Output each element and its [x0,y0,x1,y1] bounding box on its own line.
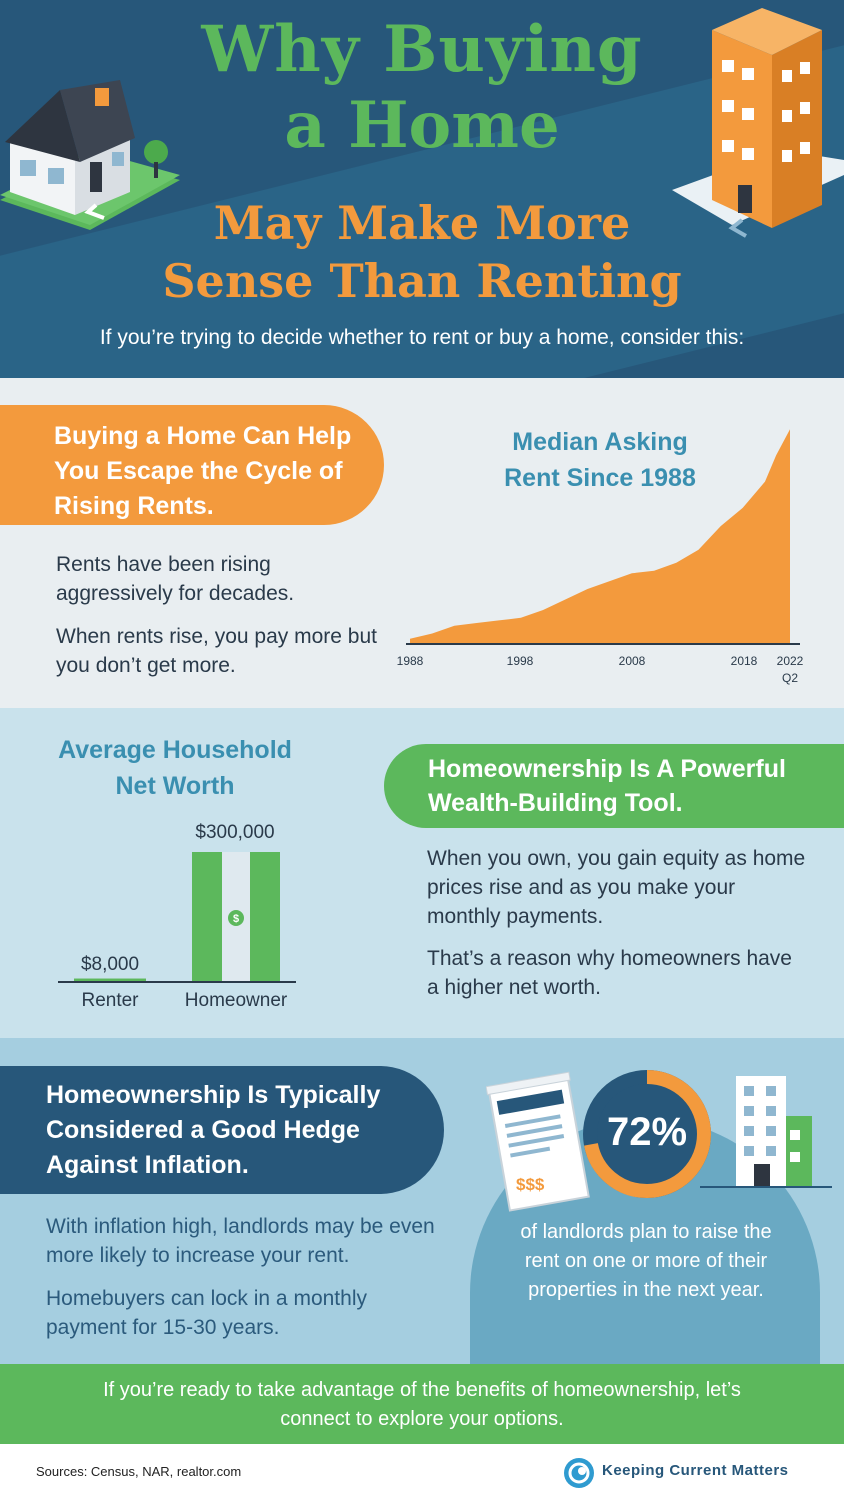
inflation-hedge-section [0,1038,844,1364]
homeowner-value-label: $300,000 [195,822,275,843]
header-banner [0,0,844,378]
rent-chart-title-line-1: Median Asking [512,428,688,456]
brand-name: Keeping Current Matters [602,1462,789,1479]
footer [0,1444,844,1496]
rising-rents-heading: Buying a Home Can Help You Escape the Cycle of Rising Rents. [54,422,352,520]
doc-dollar-label: $$$ [516,1175,545,1194]
renter-value-label: $8,000 [80,954,140,975]
wealth-paragraph-2: That’s a reason why homeowners have a higher net worth. [427,947,792,999]
call-to-action-banner [0,1364,844,1444]
wealth-heading-pill [384,744,844,828]
rising-rents-paragraph-2: When rents rise, you pay more but you don’t get more. [56,625,377,677]
svg-text:$: $ [232,913,240,925]
subtitle-line-1: May Make More [213,196,631,250]
subtitle-line-2: Sense Than Renting [162,254,682,308]
net-worth-chart-title [40,732,310,804]
renter-category-label: Renter [81,990,139,1011]
inflation-paragraph-2: Homebuyers can lock in a monthly payment for 15-30 years. [46,1287,367,1339]
cta-text: If you’re ready to take advantage of the benefits of homeownership, let’s connect to explore your options. [103,1379,741,1430]
homeowner-category-label: Homeowner [184,990,288,1011]
rising-rents-heading-pill [0,405,384,525]
title-line-1: Why Buying [201,12,643,87]
tick-label: 2022 [776,654,804,668]
net-worth-title-line-2: Net Worth [115,772,235,800]
wealth-paragraph-1: When you own, you gain equity as home prices rise and as you make your monthly payments. [427,847,806,928]
inflation-heading: Homeownership Is Typically Considered a Good Hedge Against Inflation. [46,1081,381,1179]
rising-rents-section [0,378,844,708]
intro-text: If you’re trying to decide whether to rent or buy a home, consider this: [99,326,745,349]
rental-building-icon [700,1076,832,1192]
rent-chart-title-line-2: Rent Since 1988 [504,464,696,492]
tick-label: 2018 [730,654,758,668]
dollar-icon [228,910,244,926]
tick-label: 2008 [618,654,646,668]
sources-text: Sources: Census, NAR, realtor.com [36,1464,242,1479]
kcm-swirl-icon [562,1456,596,1490]
wealth-building-section [0,708,844,1038]
landlord-stat-text: of landlords plan to raise the rent on one or more of their properties in the next year. [520,1221,772,1301]
tick-label: 1998 [506,654,534,668]
title-line-2: a Home [284,88,560,163]
inflation-heading-pill [0,1066,444,1194]
tick-label: Q2 [781,671,798,685]
wealth-heading: Homeownership Is A Powerful Wealth-Building Tool. [428,755,786,817]
tick-label: 1988 [396,654,424,668]
net-worth-title-line-1: Average Household [58,736,292,764]
inflation-paragraph-1: With inflation high, landlords may be even more likely to increase your rent. [46,1215,435,1267]
rising-rents-paragraph-1: Rents have been rising aggressively for decades. [56,553,295,605]
rent-chart-title [480,424,720,496]
landlord-percent-value: 72% [606,1110,688,1154]
